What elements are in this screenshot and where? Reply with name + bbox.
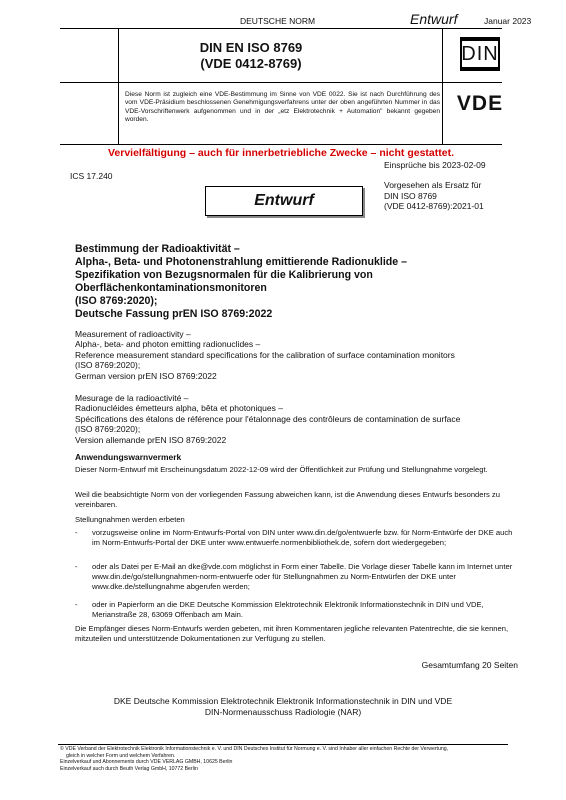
entwurf-top-label: Entwurf xyxy=(410,11,458,27)
issue-date: Januar 2023 xyxy=(484,16,532,26)
document-number-line1: DIN EN ISO 8769 xyxy=(199,40,303,55)
title-en-line: (ISO 8769:2020); xyxy=(75,360,141,371)
din-logo: DIN xyxy=(460,37,500,71)
title-de-line: Deutsche Fassung prEN ISO 8769:2022 xyxy=(75,308,273,320)
committee-block xyxy=(60,696,506,717)
warning-paragraph-1: Dieser Norm-Entwurf mit Erscheinungsdatum 2022-12-09 wird der Öffentlichkeit zur Prüfung und Stellungnahme vorgelegt. xyxy=(75,465,488,474)
replacement-line3: (VDE 0412-8769):2021-01 xyxy=(384,201,484,211)
title-french xyxy=(75,393,520,445)
draft-stamp: Entwurf xyxy=(205,186,363,216)
title-en-line: German version prEN ISO 8769:2022 xyxy=(75,370,217,381)
document-number xyxy=(60,40,442,72)
warning-paragraph-2: Weil die beabsichtigte Norm von der vorliegenden Fassung abweichen kann, ist die Anwendung dieses Entwurfs besonders zu vereinbaren. xyxy=(75,490,500,509)
objection-deadline: Einsprüche bis 2023-02-09 xyxy=(384,160,486,170)
list-dash: - xyxy=(75,600,78,609)
footer-divider xyxy=(58,744,508,745)
norm-label: DEUTSCHE NORM xyxy=(240,16,316,26)
replacement-line2: DIN ISO 8769 xyxy=(384,190,437,201)
title-en-line: Measurement of radioactivity – xyxy=(75,329,191,339)
title-fr-line: (ISO 8769:2020); xyxy=(75,424,141,435)
warning-paragraph-4: Die Empfänger dieses Norm-Entwurfs werden gebeten, mit ihren Kommentaren jegliche relevanten Patentrechte, die sie kennen, mitzuteilen und unterstützende Dokumentationen zur Verfügung zu stellen. xyxy=(75,624,509,643)
title-fr-line: Spécifications des étalons de référence pour l'étalonnage des contrôleurs de contamination de surface xyxy=(75,413,461,424)
title-de-line: Spezifikation von Bezugsnormalen für die Kalibrierung von xyxy=(75,269,373,281)
title-german xyxy=(75,243,515,321)
title-de-line: Oberflächenkontaminationsmonitoren xyxy=(75,282,267,294)
title-de-line: Bestimmung der Radioaktivität – xyxy=(75,243,240,255)
title-fr-line: Radionucléides émetteurs alpha, bêta et photoniques – xyxy=(75,403,283,414)
footer-line3: Einzelverkauf und Abonnements durch VDE VERLAG GMBH, 10625 Berlin xyxy=(60,759,233,766)
reproduction-notice: Vervielfältigung – auch für innerbetriebliche Zwecke – nicht gestattet. xyxy=(107,147,454,159)
committee-line2: DIN-Normenausschuss Radiologie (NAR) xyxy=(204,706,362,717)
warning-paragraph-3: Stellungnahmen werden erbeten xyxy=(75,515,185,524)
title-en-line: Reference measurement standard specifications for the calibration of surface contamination monitors xyxy=(75,349,455,360)
list-dash: - xyxy=(75,528,78,537)
document-number-line2: (VDE 0412-8769) xyxy=(200,56,302,71)
title-fr-line: Mesurage de la radioactivité – xyxy=(75,393,189,403)
title-de-line: Alpha-, Beta- und Photonenstrahlung emittierende Radionuklide – xyxy=(75,256,407,268)
title-fr-line: Version allemande prEN ISO 8769:2022 xyxy=(75,434,227,445)
committee-line1: DKE Deutsche Kommission Elektrotechnik Elektronik Informationstechnik in DIN und VDE xyxy=(113,696,453,706)
title-en-line: Alpha-, beta- and photon emitting radionuclides – xyxy=(75,339,261,350)
copyright-footer xyxy=(60,746,510,772)
list-item-text: vorzugsweise online im Norm-Entwurfs-Portal von DIN unter www.din.de/go/entwuerfe bzw. für Norm-Entwürfe der DKE auch im Norm-Entwurfs-Portal der DKE unter www.entwuerfe.normenbibliothek.de, sofern dort wiedergegeben; xyxy=(92,528,513,547)
header-divider-right xyxy=(442,29,443,144)
vde-logo: VDE xyxy=(456,92,504,115)
application-warning-heading: Anwendungswarnvermerk xyxy=(75,452,182,462)
title-english xyxy=(75,329,520,381)
footer-line4: Einzelverkauf auch durch Beuth Verlag GmbH, 10772 Berlin xyxy=(60,765,198,772)
ics-code: ICS 17.240 xyxy=(70,171,113,181)
vde-notice: Diese Norm ist zugleich eine VDE-Bestimmung im Sinne von VDE 0022. Sie ist nach Durchführung des vom VDE-Präsidium beschlossenen Genehmigungsverfahrens unter der oben angeführten Nummer in das VDE-Vorschriftenwerk aufgenommen und in der „etz Elektrotechnik + Automation" bekannt gegeben worden. xyxy=(125,91,440,124)
list-item-text: oder in Papierform an die DKE Deutsche Kommission Elektrotechnik Elektronik Informationstechnik in DIN und VDE, Merianstraße 28, 63069 Offenbach am Main. xyxy=(92,600,484,619)
list-item-text: oder als Datei per E-Mail an dke@vde.com möglichst in Form einer Tabelle. Die Vorlage dieser Tabelle kann im Internet unter www.din.de/go/stellungnahmen-norm-entwuerfe oder für Stellungnahmen zu Norm-Entwürfen der DKE unter www.dke.de/stellungnahme abgerufen werden; xyxy=(92,562,513,591)
replacement-line1: Vorgesehen als Ersatz für xyxy=(384,180,482,190)
total-pages: Gesamtumfang 20 Seiten xyxy=(421,660,518,670)
footer-line2: gleich in welcher Form und welchem Verfahren. xyxy=(66,752,176,759)
footer-line1: © VDE Verband der Elektrotechnik Elektronik Informationstechnik e. V. und DIN Deutsches Institut für Normung e. V. sind Inhaber aller einfachen Rechte der Verwertung, xyxy=(60,746,449,752)
replacement-note xyxy=(384,180,484,212)
title-de-line: (ISO 8769:2020); xyxy=(75,295,158,307)
header-divider-middle xyxy=(60,82,502,83)
list-dash: - xyxy=(75,562,78,571)
